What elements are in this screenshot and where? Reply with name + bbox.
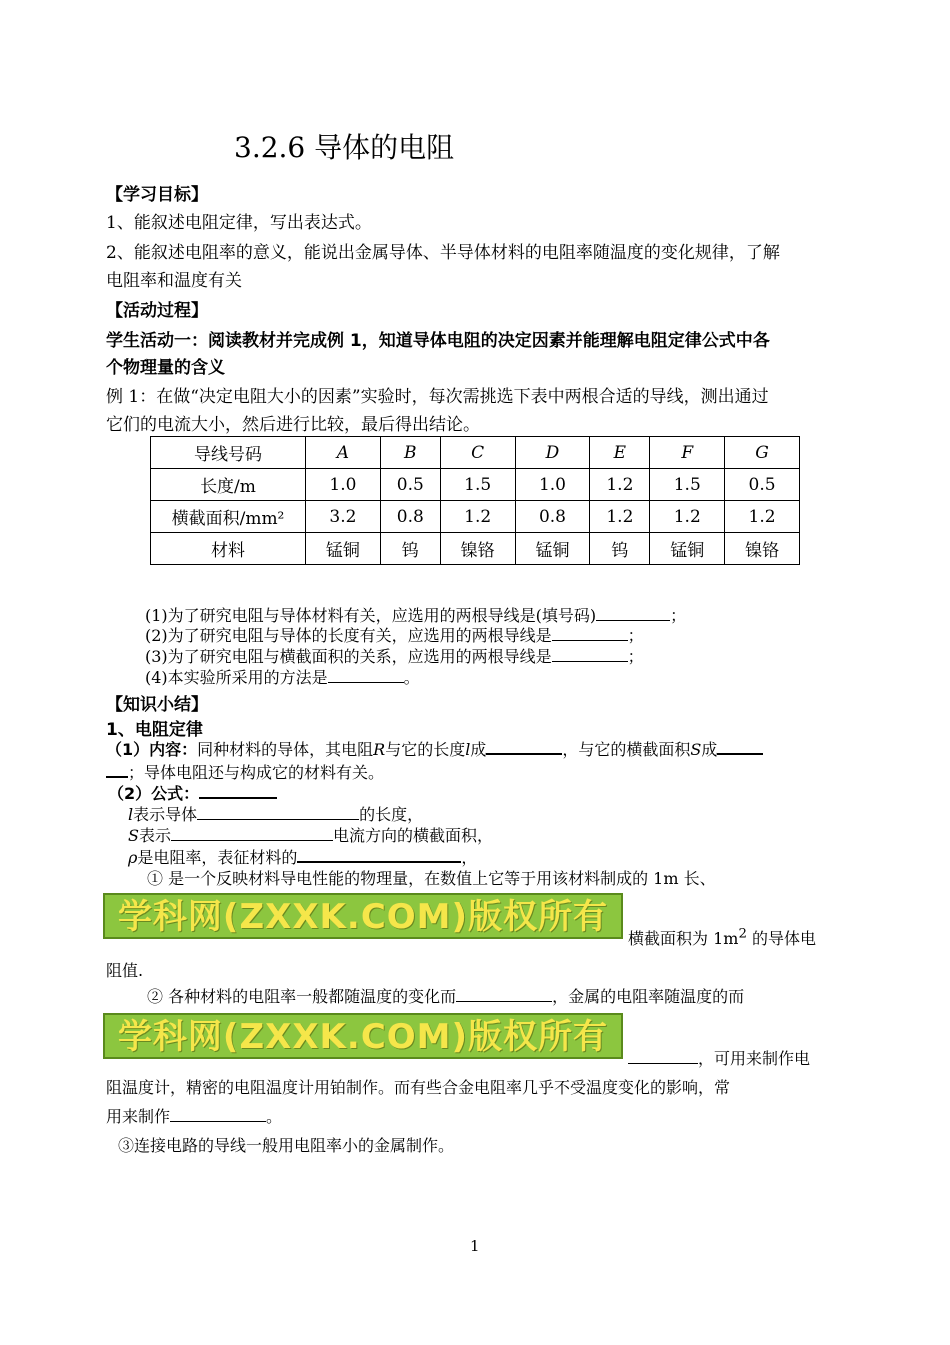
process-heading: 【活动过程】 xyxy=(106,301,208,321)
material-cell: 镍铬 xyxy=(440,533,515,565)
superscript: 2 xyxy=(738,926,747,942)
material-cell: 钨 xyxy=(590,533,650,565)
def-text: 电流方向的横截面积， xyxy=(332,826,493,845)
rho-definition xyxy=(128,845,477,868)
symbol-s: S xyxy=(128,826,139,845)
table-row-label: 材料 xyxy=(151,533,306,565)
answer-blank[interactable] xyxy=(596,605,670,621)
symbol-s: S xyxy=(690,740,702,759)
material-cell: 钨 xyxy=(380,533,440,565)
example-1-line2: 它们的电流大小，然后进行比较，最后得出结论。 xyxy=(106,415,480,435)
point-2-line2 xyxy=(628,1046,810,1069)
table-row xyxy=(151,501,800,533)
wire-code: G xyxy=(725,437,800,469)
content-text: ；导体电阻还与构成它的材料有关。 xyxy=(128,763,385,782)
material-cell: 锰铜 xyxy=(515,533,590,565)
question-2-text: (2)为了研究电阻与导体的长度有关，应选用的两根导线是 xyxy=(145,626,552,645)
wire-table xyxy=(150,436,800,565)
table-row-label: 长度/m xyxy=(151,469,306,501)
l-definition xyxy=(128,802,423,825)
answer-blank[interactable] xyxy=(197,804,359,820)
length-cell: 0.5 xyxy=(725,469,800,501)
formula-line xyxy=(108,781,277,804)
content-text: 与它的长度 xyxy=(385,740,466,759)
content-text: ，与它的横截面积 xyxy=(562,740,691,759)
answer-blank[interactable] xyxy=(297,846,461,863)
question-1-text: (1)为了研究电阻与导体材料有关，应选用的两根导线是(填号码) xyxy=(145,606,597,625)
point-text: 横截面积为 1m xyxy=(628,929,739,948)
symbol-r: R xyxy=(373,740,386,759)
symbol-rho: ρ xyxy=(128,848,138,867)
def-text: 表示导体 xyxy=(133,805,198,824)
material-cell: 镍铬 xyxy=(725,533,800,565)
symbol-l: l xyxy=(465,740,471,759)
question-4 xyxy=(145,665,420,688)
law-content-line1 xyxy=(106,737,763,760)
point-1-line3: 阻值. xyxy=(106,961,144,980)
area-cell: 1.2 xyxy=(590,501,650,533)
punct: ； xyxy=(670,606,687,625)
material-cell: 锰铜 xyxy=(650,533,725,565)
answer-blank[interactable] xyxy=(717,738,763,755)
formula-label: （2）公式： xyxy=(108,784,200,803)
wire-code: D xyxy=(515,437,590,469)
punct: ； xyxy=(627,647,644,666)
page-title: 3.2.6 导体的电阻 xyxy=(234,131,455,164)
area-cell: 1.2 xyxy=(440,501,515,533)
answer-blank[interactable] xyxy=(552,646,628,662)
def-text: 的长度， xyxy=(359,805,424,824)
wire-code: C xyxy=(440,437,515,469)
symbol-l: l xyxy=(128,805,134,824)
table-row-label: 横截面积/mm² xyxy=(151,501,306,533)
area-cell: 0.8 xyxy=(380,501,440,533)
point-3: ③连接电路的导线一般用电阻率小的金属制作。 xyxy=(118,1136,455,1155)
point-text: 的导体电 xyxy=(746,929,817,948)
table-row-label: 导线号码 xyxy=(151,437,306,469)
punct: 。 xyxy=(403,668,420,687)
content-text: 成 xyxy=(701,740,718,759)
summary-heading: 【知识小结】 xyxy=(106,695,208,715)
answer-blank[interactable] xyxy=(170,1106,266,1122)
answer-blank[interactable] xyxy=(199,782,277,799)
content-text: 同种材料的导体，其电阻 xyxy=(197,740,374,759)
goal-item-1: 1、能叙述电阻定律，写出表达式。 xyxy=(106,213,372,233)
length-cell: 1.2 xyxy=(590,469,650,501)
punct: ， xyxy=(461,848,478,867)
question-3-text: (3)为了研究电阻与横截面积的关系，应选用的两根导线是 xyxy=(145,647,552,666)
law-content-line2 xyxy=(106,760,384,783)
question-2 xyxy=(145,623,644,646)
question-4-text: (4)本实验所采用的方法是 xyxy=(145,668,328,687)
answer-blank[interactable] xyxy=(628,1048,698,1064)
example-1-line1: 例 1：在做“决定电阻大小的因素”实验时，每次需挑选下表中两根合适的导线，测出通过 xyxy=(106,387,769,407)
punct: ； xyxy=(627,626,644,645)
answer-blank[interactable] xyxy=(456,986,552,1002)
wire-code: E xyxy=(590,437,650,469)
point-text: 用来制作 xyxy=(106,1107,171,1126)
answer-blank[interactable] xyxy=(486,738,562,755)
def-text: 是电阻率，表征材料的 xyxy=(137,848,298,867)
point-2-line3: 阻温度计，精密的电阻温度计用铂制作。而有些合金电阻率几乎不受温度变化的影响，常 xyxy=(106,1078,731,1097)
goal-item-2-line1: 2、能叙述电阻率的意义，能说出金属导体、半导体材料的电阻率随温度的变化规律，了解 xyxy=(106,243,780,263)
goal-item-2-line2: 电阻率和温度有关 xyxy=(106,271,242,291)
answer-blank[interactable] xyxy=(171,825,333,841)
answer-blank[interactable] xyxy=(106,761,128,778)
watermark-banner: 学科网(ZXXK.COM)版权所有 xyxy=(103,893,623,939)
area-cell: 1.2 xyxy=(725,501,800,533)
activity-1-line1: 学生活动一：阅读教材并完成例 1，知道导体电阻的决定因素并能理解电阻定律公式中各 xyxy=(106,331,770,351)
content-label: （1）内容： xyxy=(106,740,198,759)
length-cell: 1.0 xyxy=(515,469,590,501)
s-definition xyxy=(128,823,493,846)
law-heading: 1、电阻定律 xyxy=(106,720,203,740)
point-2-line4 xyxy=(106,1104,282,1127)
def-text: 表示 xyxy=(138,826,171,845)
point-1-line1: ① 是一个反映材料导电性能的物理量，在数值上它等于用该材料制成的 1m 长、 xyxy=(147,869,716,888)
length-cell: 0.5 xyxy=(380,469,440,501)
length-cell: 1.0 xyxy=(306,469,381,501)
table-row xyxy=(151,469,800,501)
punct: 。 xyxy=(266,1107,283,1126)
wire-code: A xyxy=(306,437,381,469)
question-3 xyxy=(145,644,644,667)
wire-code: F xyxy=(650,437,725,469)
point-text: ② 各种材料的电阻率一般都随温度的变化而 xyxy=(147,987,457,1006)
material-cell: 锰铜 xyxy=(306,533,381,565)
goals-heading: 【学习目标】 xyxy=(106,185,208,205)
point-1-line2 xyxy=(628,926,816,949)
watermark-banner: 学科网(ZXXK.COM)版权所有 xyxy=(103,1013,623,1059)
content-text: 成 xyxy=(470,740,487,759)
activity-1-line2: 个物理量的含义 xyxy=(106,358,225,378)
area-cell: 0.8 xyxy=(515,501,590,533)
area-cell: 3.2 xyxy=(306,501,381,533)
point-text: ，金属的电阻率随温度的而 xyxy=(552,987,745,1006)
point-text: ，可用来制作电 xyxy=(698,1049,811,1068)
length-cell: 1.5 xyxy=(650,469,725,501)
answer-blank[interactable] xyxy=(328,667,404,683)
area-cell: 1.2 xyxy=(650,501,725,533)
answer-blank[interactable] xyxy=(552,625,628,641)
point-2-line1 xyxy=(147,984,744,1007)
wire-code: B xyxy=(380,437,440,469)
table-row xyxy=(151,533,800,565)
page-number: 1 xyxy=(470,1237,480,1255)
length-cell: 1.5 xyxy=(440,469,515,501)
table-row xyxy=(151,437,800,469)
